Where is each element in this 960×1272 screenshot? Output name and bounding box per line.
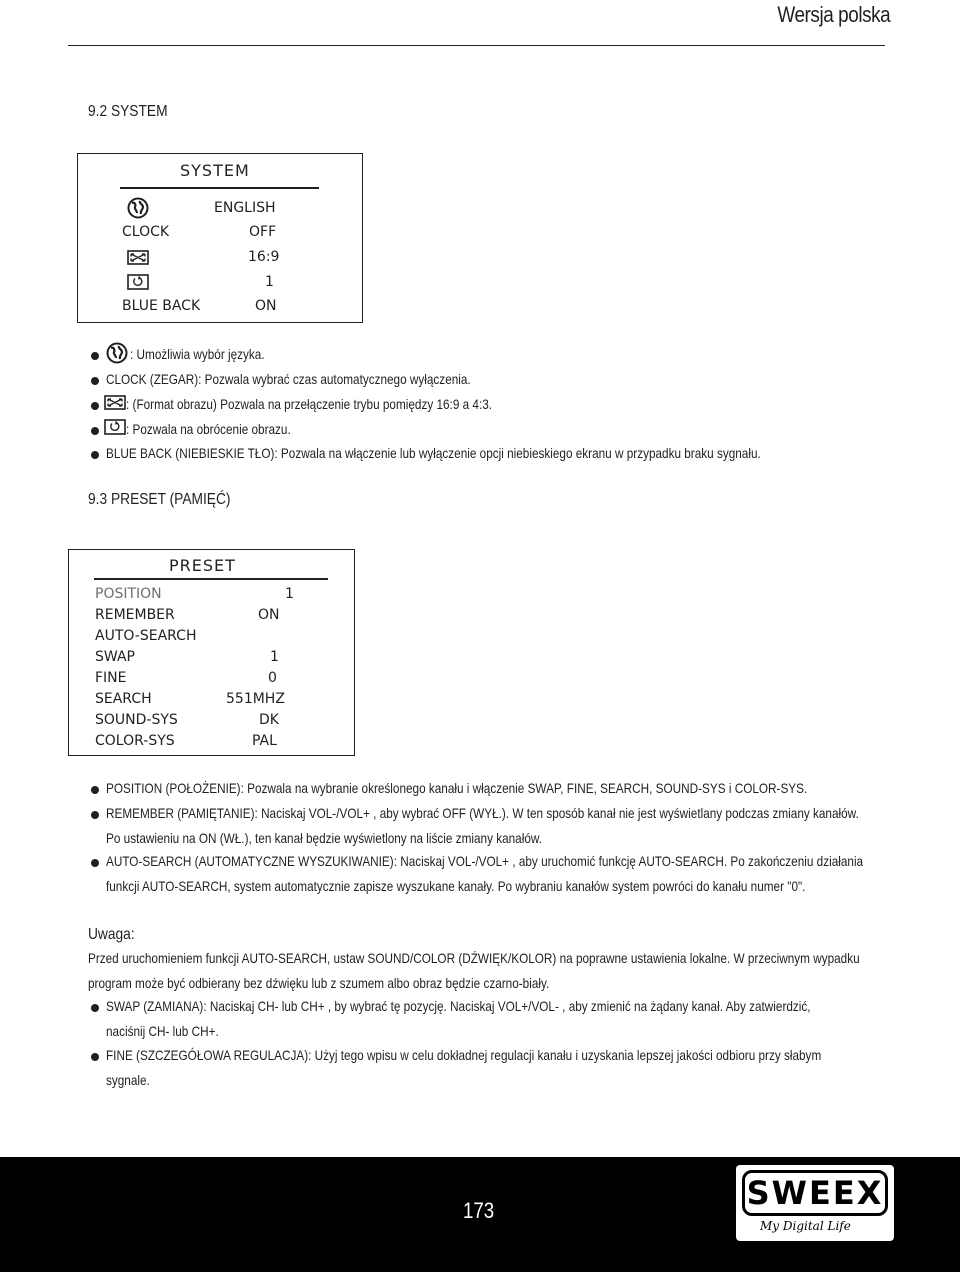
note-bullet-swap-line: naciśnij CH- lub CH+. [106,1023,219,1039]
globe-icon [127,197,149,224]
bullet-dot [91,859,99,867]
system-row-clock-value: OFF [249,224,277,240]
note-bullet-swap-line: SWAP (ZAMIANA): Naciskaj CH- lub CH+ , by wybrać tę pozycję. Naciskaj VOL+/VOL- , aby zmienić na żądany kanał. Aby zatwierdzić, [106,998,811,1014]
preset-menu-underline [94,578,328,580]
preset-bullet-autosearch-line: funkcji AUTO-SEARCH, system automatycznie zapisze wyszukane kanały. Po wybraniu kanałów system powróci do kanału numer "0". [106,878,806,894]
note-bullet-fine-line: FINE (SZCZEGÓŁOWA REGULACJA): Użyj tego wpisu w celu dokładnej regulacji kanału i uzyskania lepszej jakości odbioru przy słabym [106,1047,822,1063]
note-bullet-fine-line: sygnale. [106,1072,150,1088]
system-bullet-aspect-text: : (Format obrazu) Pozwala na przełączenie trybu pomiędzy 16:9 a 4:3. [126,396,493,412]
aspect-ratio-icon [104,395,126,415]
note-text-line: program może być odbierany bez dźwięku lub z szumem albo obraz będzie czarno-biały. [88,975,550,991]
bullet-dot [91,377,99,385]
note-heading: Uwaga: [88,926,135,943]
page-header-title: Wersja polska [777,2,890,27]
note-text-line: Przed uruchomieniem funkcji AUTO-SEARCH, ustaw SOUND/COLOR (DŹWIĘK/KOLOR) na poprawne ustawienia lokalne. W przeciwnym wypadku [88,950,860,966]
bullet-dot [91,811,99,819]
page-number: 173 [463,1198,495,1223]
preset-row-soundsys-value: DK [259,712,279,728]
preset-bullet-remember-line: Po ustawieniu na ON (WŁ.), ten kanał będzie wyświetlony na liście zmiany kanałów. [106,830,542,846]
preset-bullet-remember-line: REMEMBER (PAMIĘTANIE): Naciskaj VOL-/VOL+ , aby wybrać OFF (WYŁ.). W ten sposób kanał nie jest wyświetlany podczas zmiany kanałów. [106,805,859,821]
system-row-clock-label: CLOCK [122,224,170,240]
bullet-dot [91,786,99,794]
rotate-icon [127,274,149,295]
preset-row-swap-label: SWAP [95,649,135,665]
preset-row-colorsys-label: COLOR-SYS [95,733,175,749]
system-row-aspect-value: 16:9 [248,249,280,265]
rotate-icon [104,419,126,440]
preset-row-soundsys-label: SOUND-SYS [95,712,178,728]
preset-section-heading: 9.3 PRESET (PAMIĘĆ) [88,491,231,508]
bullet-dot [91,451,99,459]
aspect-ratio-icon [127,250,149,270]
preset-row-position-value: 1 [285,586,294,602]
system-menu-title: SYSTEM [180,161,250,180]
sweex-logo-wordmark [742,1170,888,1216]
preset-row-colorsys-value: PAL [252,733,277,749]
bullet-dot [91,402,99,410]
preset-row-swap-value: 1 [270,649,279,665]
preset-row-fine-value: 0 [268,670,277,686]
preset-row-search-label: SEARCH [95,691,152,707]
system-row-language-value: ENGLISH [214,200,276,216]
sweex-logo-tagline: My Digital Life [760,1219,851,1233]
header-divider [68,45,885,46]
system-bullet-rotate-text: : Pozwala na obrócenie obrazu. [126,421,291,437]
preset-row-fine-label: FINE [95,670,127,686]
preset-row-autosearch-label: AUTO-SEARCH [95,628,197,644]
system-bullet-language-text: : Umożliwia wybór języka. [130,346,265,362]
preset-menu-title: PRESET [169,556,236,575]
preset-row-remember-value: ON [258,607,280,623]
system-menu-underline [120,187,319,189]
bullet-dot [91,1053,99,1061]
system-bullet-blueback-text: BLUE BACK (NIEBIESKIE TŁO): Pozwala na włączenie lub wyłączenie opcji niebieskiego ekranu w przypadku braku sygnału. [106,445,761,461]
system-row-blueback-label: BLUE BACK [122,298,201,314]
bullet-dot [91,1004,99,1012]
system-row-blueback-value: ON [255,298,277,314]
bullet-dot [91,352,99,360]
preset-row-search-value: 551MHZ [226,691,285,707]
preset-bullet-autosearch-line: AUTO-SEARCH (AUTOMATYCZNE WYSZUKIWANIE): Naciskaj VOL-/VOL+ , aby uruchomić funkcję AUTO-SEARCH. Po zakończeniu działania [106,853,864,869]
system-bullet-clock-text: CLOCK (ZEGAR): Pozwala wybrać czas automatycznego wyłączenia. [106,371,471,387]
system-row-rotate-value: 1 [265,274,274,290]
system-section-heading: 9.2 SYSTEM [88,103,168,120]
sweex-logo-brand: SWEEX [746,1174,884,1212]
preset-row-remember-label: REMEMBER [95,607,175,623]
bullet-dot [91,427,99,435]
globe-icon [106,342,128,369]
preset-row-position-label: POSITION [95,586,162,602]
preset-bullet-position-line: POSITION (POŁOŻENIE): Pozwala na wybranie określonego kanału i włączenie SWAP, FINE, SEARCH, SOUND-SYS i COLOR-SYS. [106,780,808,796]
